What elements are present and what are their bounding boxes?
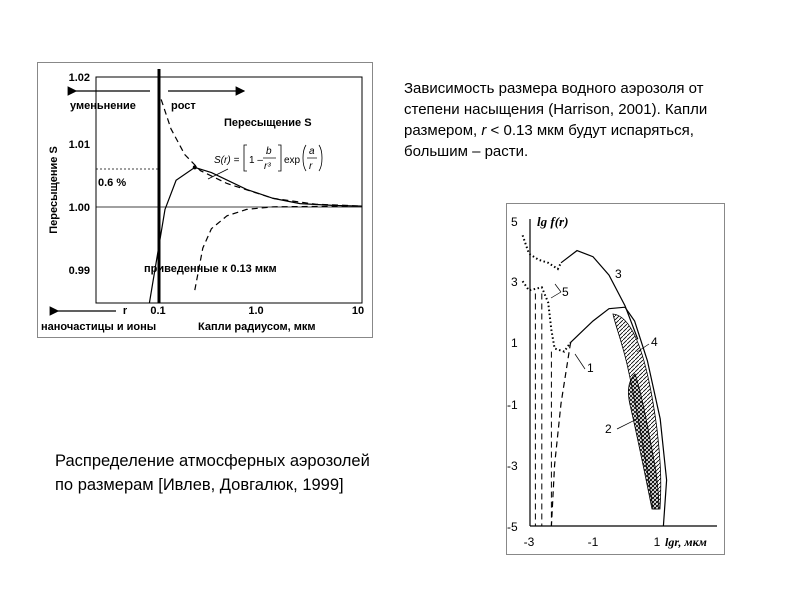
decrease-label: уменьнение — [70, 100, 136, 112]
label-5-pointer-b — [555, 284, 561, 292]
harrison-caption-line-4: большим – расти. — [404, 143, 529, 160]
harrison-caption-line-3b: < 0.13 мкм будут испаряться, — [486, 122, 694, 139]
kohler-xtick-r: r — [122, 305, 128, 317]
distribution-chart-panel — [506, 203, 725, 555]
percent-label: 0.6 % — [98, 177, 127, 189]
ivlev-caption-line-2: по размерам [Ивлев, Довгалюк, 1999] — [55, 476, 344, 494]
harrison-caption-r: r — [481, 122, 487, 139]
formula-r3: r³ — [264, 161, 271, 172]
formula-pointer — [208, 169, 228, 179]
dist-ylabel: lg f(r) — [537, 214, 569, 229]
kohler-ytick-1: 1.02 — [68, 72, 90, 84]
distribution-series-2 — [523, 235, 561, 269]
distribution-series-5 — [551, 342, 570, 526]
kohler-xtick-2: 1.0 — [248, 305, 264, 317]
dist-xlabel-text: lgr, мкм — [665, 535, 707, 549]
kohler-xlabel: Капли радиусом, мкм — [198, 321, 316, 333]
formula-one: 1 – — [249, 155, 263, 166]
kohler-ytick-3: 1.00 — [68, 202, 90, 214]
label-1-pointer — [575, 354, 585, 369]
ivlev-caption-line-1: Распределение атмосферных аэрозолей — [55, 452, 370, 470]
formula-lhs: S(r) = — [214, 155, 240, 166]
kohler-ytick-4: 0.99 — [68, 265, 90, 277]
curve-label-1: 1 — [587, 361, 594, 375]
dist-ytick-3: 1 — [511, 336, 518, 350]
kohler-formula — [214, 145, 322, 172]
formula-exp: exp — [284, 155, 301, 166]
kohler-chart-panel — [37, 62, 373, 338]
harrison-caption-line-3a: размером, — [404, 122, 482, 139]
dist-xlabel — [665, 535, 707, 549]
kohler-series-3 — [195, 206, 362, 290]
curve-label-3: 3 — [615, 267, 622, 281]
curve-label-4: 4 — [651, 335, 658, 349]
label-5-pointer-a — [551, 292, 561, 298]
kohler-series-1 — [149, 167, 362, 303]
dist-ytick-6: -5 — [507, 520, 518, 534]
dist-ytick-5: -3 — [507, 459, 518, 473]
dist-xtick-3: 1 — [653, 535, 661, 549]
dist-xtick-2: -1 — [587, 535, 599, 549]
dist-xtick-1: -3 — [523, 535, 535, 549]
kohler-xtick-3: 10 — [351, 305, 365, 317]
formula-b: b — [266, 146, 272, 157]
kohler-ytick-2: 1.01 — [68, 139, 90, 151]
kohler-peak-point — [193, 165, 197, 169]
distribution-chart — [507, 204, 726, 556]
harrison-caption-line-3 — [404, 120, 774, 141]
dist-ytick-1: 5 — [511, 215, 518, 229]
growth-label: рост — [171, 100, 196, 112]
kohler-ylabel: Пересыщение S — [48, 146, 60, 234]
harrison-caption-line-1: Зависимость размера водного аэрозоля от — [404, 80, 704, 97]
ivlev-caption — [55, 449, 465, 497]
kohler-xtick-1: 0.1 — [150, 305, 166, 317]
formula-a: a — [309, 146, 315, 157]
curve-label-2: 2 — [605, 422, 612, 436]
kohler-chart — [38, 63, 374, 339]
curve-label-5: 5 — [562, 285, 569, 299]
reduced-label: приведенные к 0.13 мкм — [144, 263, 277, 275]
dist-ytick-4: -1 — [507, 398, 518, 412]
harrison-caption-line-2: степени насыщения (Harrison, 2001). Капли — [404, 101, 708, 118]
supersat-label: Пересыщение S — [224, 117, 312, 129]
nano-label: наночастицы и ионы — [41, 321, 157, 333]
harrison-caption — [404, 78, 774, 162]
formula-r: r — [309, 161, 313, 172]
dist-ytick-2: 3 — [511, 275, 518, 289]
